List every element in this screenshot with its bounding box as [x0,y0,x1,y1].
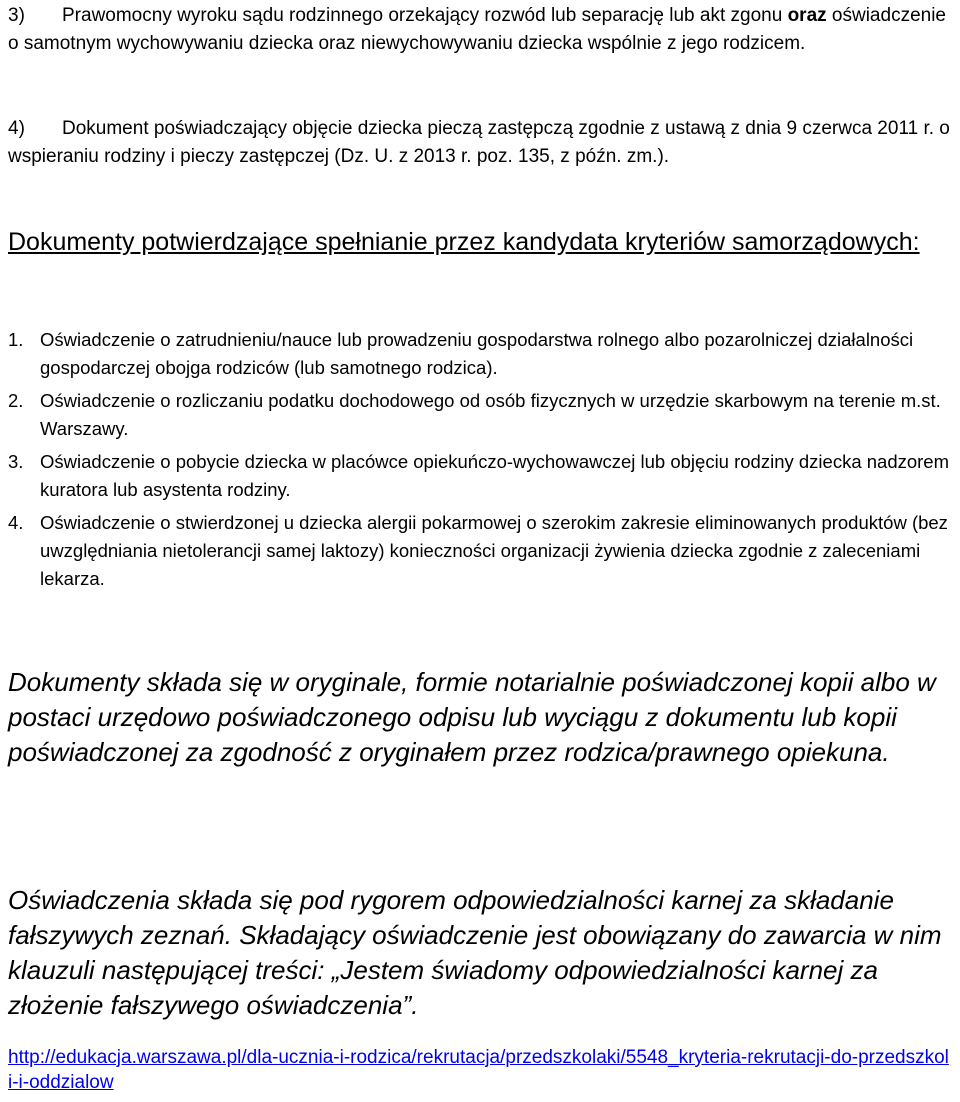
criteria-item-text: Oświadczenie o rozliczaniu podatku dochodowego od osób fizycznych w urzędzie skarbowym na terenie m.st. Warszawy. [40,390,941,439]
paragraph-4 [8,115,958,171]
paragraph-4-text: Dokument poświadczający objęcie dziecka pieczą zastępczą zgodnie z ustawą z dnia 9 czerwca 2011 r. o wspieraniu rodziny i pieczy zastępczej (Dz. U. z 2013 r. poz. 135, z późn. zm.). [8,118,950,167]
paragraph-3-bold-word: oraz [787,5,827,26]
criteria-item-text: Oświadczenie o pobycie dziecka w placówce opiekuńczo-wychowawczej lub objęciu rodziny dziecka nadzorem kuratora lub asystenta rodziny. [40,451,950,500]
criteria-item [8,387,958,443]
criteria-heading: Dokumenty potwierdzające spełnianie przez kandydata kryteriów samorządowych: [8,228,920,256]
criteria-item [8,326,958,382]
note-documents: Dokumenty składa się w oryginale, formie notarialnie poświadczonej kopii albo w postaci urzędowo poświadczonego odpisu lub wyciągu z dokumentu lub kopii poświadczonej za zgodność z oryginałem przez rodzica/prawnego opiekuna. [8,667,936,767]
note-statements: Oświadczenia składa się pod rygorem odpowiedzialności karnej za składanie fałszywych zeznań. Składający oświadczenie jest obowiązany do zawarcia w nim klauzuli następującej treści: „Jestem świadomy odpowiedzialności karnej za złożenie fałszywego oświadczenia”. [8,885,942,1020]
criteria-item-number: 4. [8,512,24,533]
criteria-item-number: 1. [8,329,24,350]
criteria-item-number: 3. [8,451,24,472]
paragraph-4-number: 4) [8,118,25,139]
criteria-item-text: Oświadczenie o zatrudnieniu/nauce lub prowadzeniu gospodarstwa rolnego albo pozarolniczej działalności gospodarczej obojga rodziców (lub samotnego rodzica). [40,329,914,378]
criteria-item-text: Oświadczenie o stwierdzonej u dziecka alergii pokarmowej o szerokim zakresie eliminowanych produktów (bez uwzględniania nietolerancji samej laktozy) konieczności organizacji żywienia dziecka zgodnie z zaleceniami lekarza. [40,512,948,589]
criteria-item [8,509,958,593]
criteria-item-number: 2. [8,390,24,411]
paragraph-3-text-start: Prawomocny wyroku sądu rodzinnego orzekający rozwód lub separację lub akt zgonu [62,5,788,26]
paragraph-3 [8,2,958,58]
paragraph-3-text-end: oświadczenie o samotnym wychowywaniu dziecka oraz niewychowywaniu dziecka wspólnie z jego rodzicem. [8,5,946,54]
paragraph-3-number: 3) [8,5,25,26]
source-link[interactable]: http://edukacja.warszawa.pl/dla-ucznia-i-rodzica/rekrutacja/przedszkolaki/5548_kryteria-rekrutacji-do-przedszkoli-i-oddzialow [8,1047,949,1093]
criteria-item [8,448,958,504]
criteria-list [8,326,958,598]
